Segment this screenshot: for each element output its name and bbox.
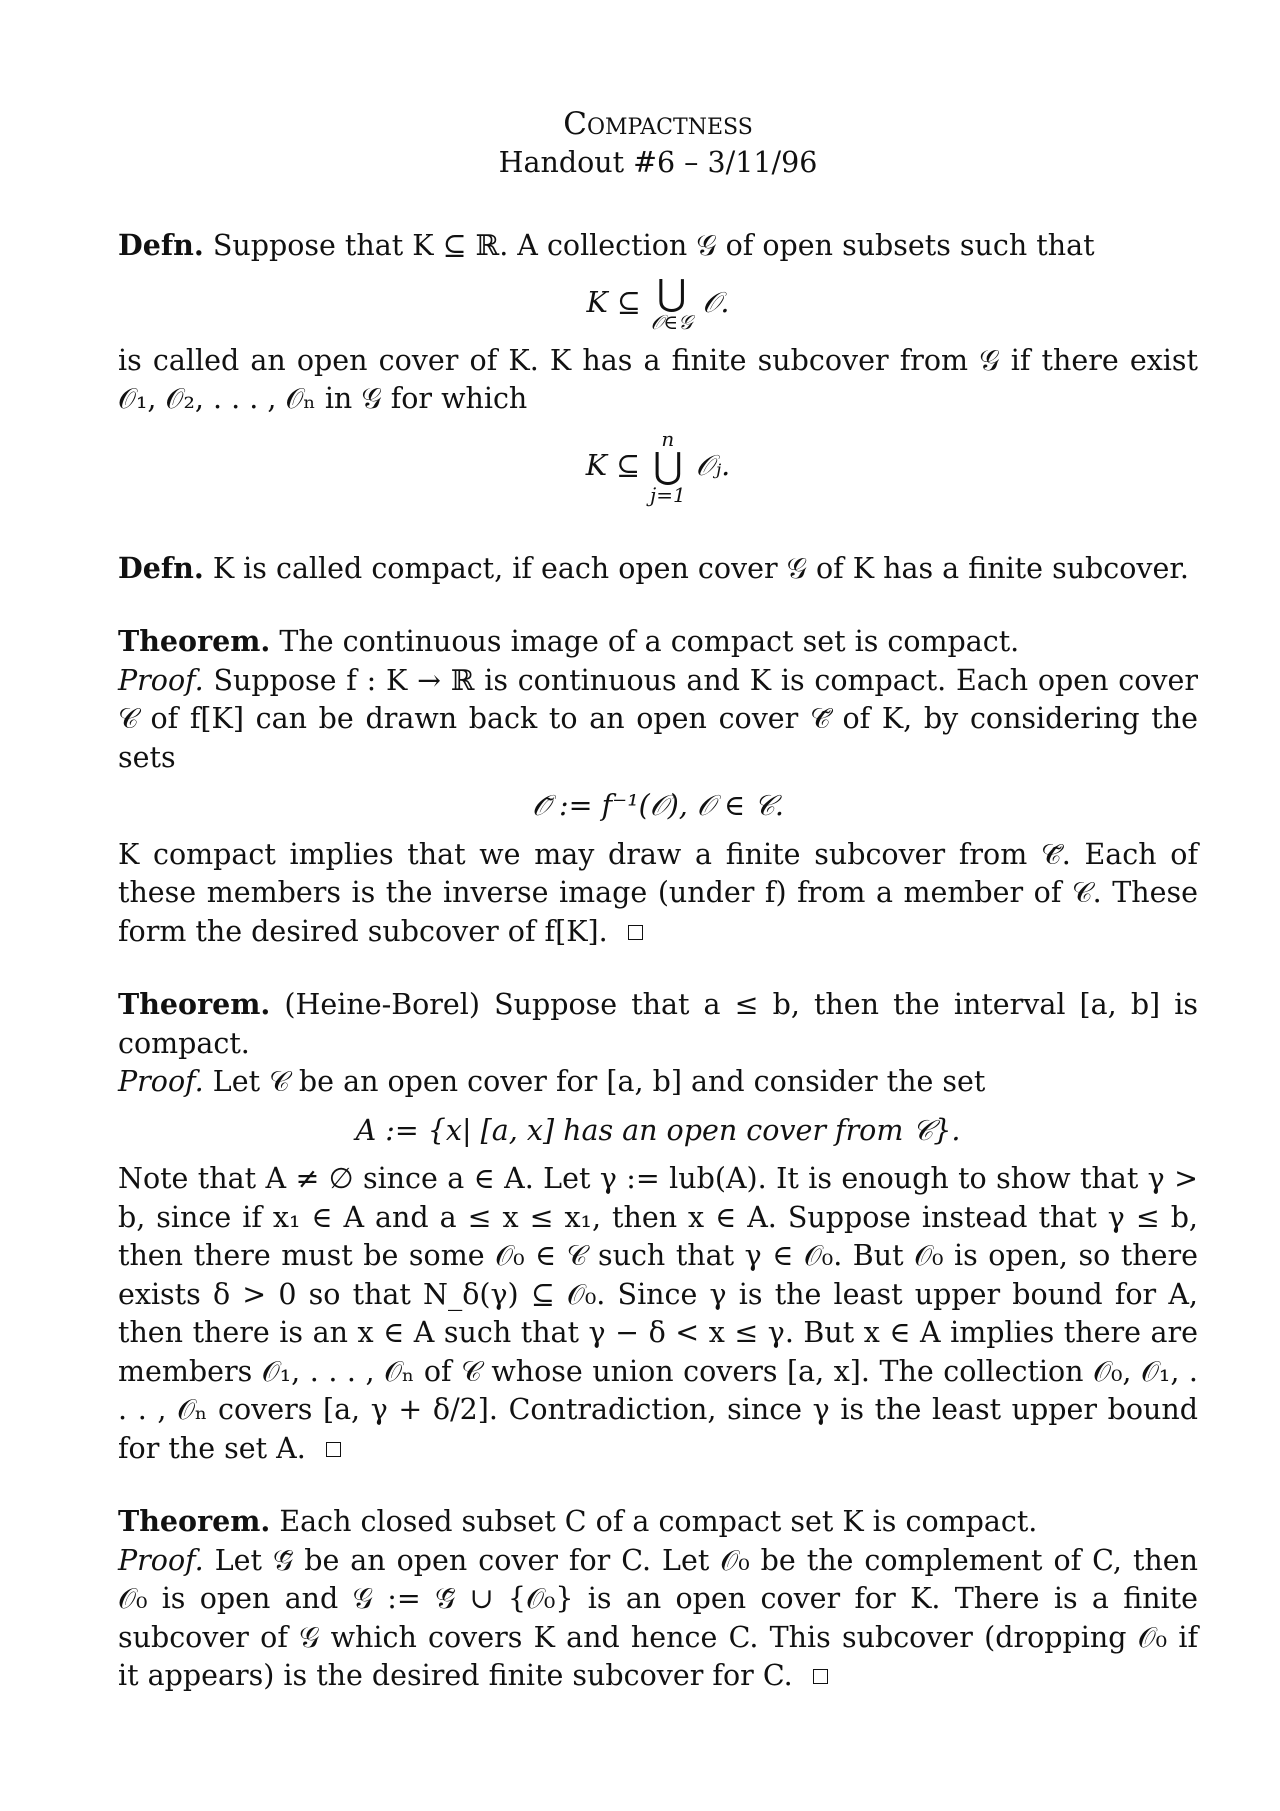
definition-intro: Suppose that K ⊆ ℝ. A collection 𝒢 of open subsets such that: [212, 229, 1095, 262]
set-a-display: A := {x| [a, x] has an open cover from 𝒞}.: [355, 1113, 961, 1147]
definition-open-cover: [118, 226, 1198, 266]
proof-label: Proof.: [118, 663, 204, 697]
handout-page: [118, 104, 1198, 1696]
union-rhs: 𝒪.: [702, 286, 730, 320]
proof-conclusion: [118, 836, 1198, 952]
finite-union-lhs: K ⊆: [585, 449, 640, 483]
definition-label: Defn.: [118, 228, 204, 262]
proof-text: Note that A ≠ ∅ since a ∈ A. Let γ := lub(A). It is enough to show that γ > b, since if x₁ ∈ A and a ≤ x ≤ x₁, then x ∈ A. Suppose instead that γ ≤ b, then there must be some 𝒪₀ ∈ 𝒞 such that γ ∈ 𝒪₀. But 𝒪₀ is open, so there exists δ > 0 so that N_δ(γ) ⊆ 𝒪₀. Since γ is the least upper bound for A, then there is an x ∈ A such that γ − δ < x ≤ γ. But x ∈ A implies there are members 𝒪₁, . . . , 𝒪ₙ of 𝒞 whose union covers [a, x]. The collection 𝒪₀, 𝒪₁, . . . , 𝒪ₙ covers [a, γ + δ/2]. Contradiction, since γ is the least upper bound for the set A.: [118, 1162, 1198, 1465]
theorem-label: Theorem.: [118, 624, 271, 658]
finite-union-operator: [650, 426, 686, 507]
finite-union-symbol: ⋃: [653, 445, 683, 487]
qed-box-icon: [326, 1442, 341, 1457]
definition-subcover-text: is called an open cover of K. K has a finite subcover from 𝒢 if there exist 𝒪₁, 𝒪₂, . . . , 𝒪ₙ in 𝒢 for which: [118, 343, 1198, 415]
theorem-heine-borel: [118, 985, 1198, 1102]
union-lhs: K ⊆: [586, 286, 641, 320]
proof-label: Proof.: [118, 1065, 204, 1098]
preimage-display: 𝒪̃ := f⁻¹(𝒪), 𝒪 ∈ 𝒞.: [532, 789, 784, 822]
page-subtitle: Handout #6 – 3/11/96: [498, 146, 818, 179]
theorem-continuous-image: [118, 622, 1198, 777]
page-title: Compactness: [563, 106, 753, 142]
definition-label: Defn.: [118, 550, 204, 585]
proof-conclusion: [118, 1160, 1198, 1468]
qed-box-icon: [813, 1669, 828, 1684]
proof-text: Suppose f : K → ℝ is continuous and K is compact. Each open cover 𝒞 of f[K] can be drawn back to an open cover 𝒞̃ of K, by considering the sets: [118, 663, 1198, 774]
theorem-statement: (Heine-Borel) Suppose that a ≤ b, then the interval [a, b] is compact.: [118, 988, 1199, 1060]
union-subscript: 𝒪∈𝒢: [650, 309, 693, 334]
theorem-label: Theorem.: [118, 1504, 271, 1538]
proof-text: K compact implies that we may draw a finite subcover from 𝒞̃. Each of these members is the inverse image (under f) from a member of 𝒞. These form the desired subcover of f[K].: [118, 837, 1198, 948]
theorem-closed-subset: [118, 1502, 1198, 1696]
union-operator: [650, 272, 693, 334]
union-display: [118, 272, 1198, 334]
definition-text: K is called compact, if each open cover 𝒢 of K has a finite subcover.: [212, 551, 1189, 585]
finite-union-superscript: n: [661, 426, 675, 451]
theorem-statement: The continuous image of a compact set is compact.: [279, 625, 1020, 658]
finite-union-rhs: 𝒪ⱼ.: [695, 449, 731, 483]
theorem-statement: Each closed subset C of a compact set K is compact.: [279, 1505, 1038, 1538]
qed-box-icon: [628, 925, 643, 940]
finite-union-display: [118, 426, 1198, 507]
definition-compact: [118, 549, 1198, 589]
proof-text: Let 𝒞 be an open cover for [a, b] and consider the set: [212, 1065, 986, 1098]
union-symbol: ⋃: [656, 272, 687, 314]
finite-union-subscript: j=1: [650, 482, 686, 507]
theorem-label: Theorem.: [118, 987, 271, 1021]
proof-text: Let 𝒢̃ be an open cover for C. Let 𝒪₀ be the complement of C, then 𝒪₀ is open and 𝒢 := 𝒢̃ ∪ {𝒪₀} is an open cover for K. There is a finite subcover of 𝒢 which covers K and hence C. This subcover (dropping 𝒪₀ if it appears) is the desired finite subcover for C.: [118, 1543, 1198, 1692]
proof-label: Proof.: [118, 1543, 204, 1577]
